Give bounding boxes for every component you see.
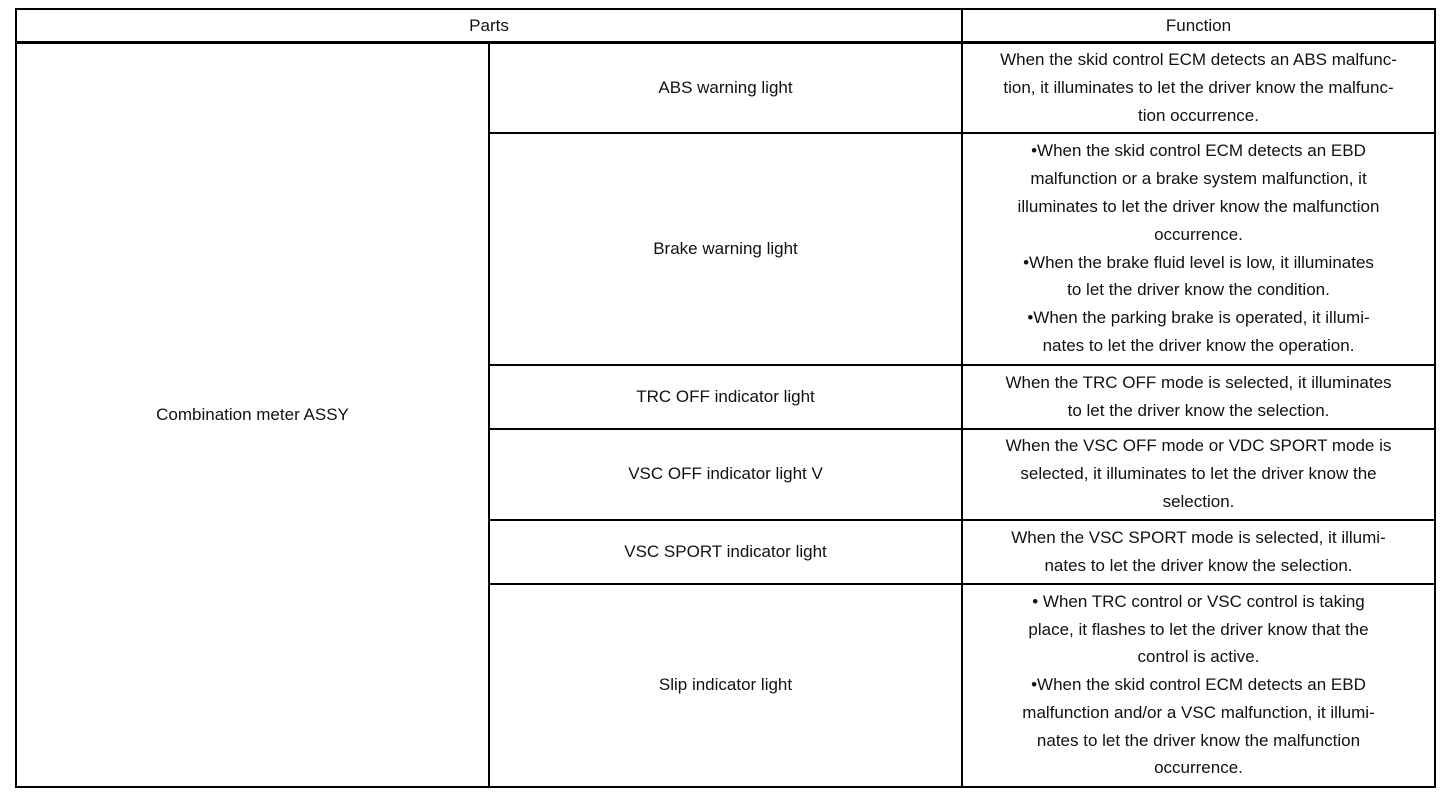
- part-cell: VSC SPORT indicator light: [489, 520, 962, 584]
- table-header-row: [16, 9, 1435, 43]
- function-line: tion, it illuminates to let the driver know the malfunc-: [1003, 77, 1394, 97]
- function-line: selected, it illuminates to let the driver know the: [1020, 464, 1377, 484]
- function-line: nates to let the driver know the operation.: [1042, 335, 1355, 355]
- function-line: • When TRC control or VSC control is taking: [1032, 591, 1365, 611]
- function-line: •When the brake fluid level is low, it illuminates: [1023, 252, 1374, 272]
- parts-function-table-container: [15, 8, 1434, 788]
- function-line: to let the driver know the condition.: [1067, 280, 1330, 300]
- function-line: selection.: [1162, 491, 1235, 511]
- function-line: place, it flashes to let the driver know that the: [1028, 619, 1369, 639]
- function-cell: [962, 43, 1435, 133]
- part-cell: ABS warning light: [489, 43, 962, 133]
- function-cell: [962, 365, 1435, 429]
- function-cell: [962, 429, 1435, 520]
- function-line: When the skid control ECM detects an ABS malfunc-: [1000, 50, 1397, 70]
- function-line: illuminates to let the driver know the malfunction: [1017, 196, 1380, 216]
- table-row: [16, 43, 1435, 133]
- parts-function-table: [15, 8, 1436, 788]
- function-line: control is active.: [1137, 647, 1260, 667]
- function-cell: [962, 133, 1435, 365]
- function-line: When the TRC OFF mode is selected, it illuminates: [1005, 372, 1392, 392]
- function-line: When the VSC SPORT mode is selected, it illumi-: [1011, 527, 1386, 547]
- function-line: malfunction or a brake system malfunction, it: [1030, 169, 1367, 189]
- parts-column-header: Parts: [16, 9, 962, 43]
- function-line: •When the parking brake is operated, it illumi-: [1027, 308, 1370, 328]
- function-line: malfunction and/or a VSC malfunction, it illumi-: [1022, 702, 1375, 722]
- function-line: •When the skid control ECM detects an EBD: [1031, 675, 1366, 695]
- function-line: tion occurrence.: [1138, 105, 1259, 125]
- part-cell: TRC OFF indicator light: [489, 365, 962, 429]
- function-cell: [962, 584, 1435, 787]
- part-cell: Slip indicator light: [489, 584, 962, 787]
- function-cell: [962, 520, 1435, 584]
- function-line: nates to let the driver know the malfunction: [1036, 730, 1361, 750]
- function-line: When the VSC OFF mode or VDC SPORT mode is: [1005, 436, 1392, 456]
- part-cell: VSC OFF indicator light V: [489, 429, 962, 520]
- function-line: occurrence.: [1154, 224, 1243, 244]
- function-line: nates to let the driver know the selection.: [1044, 555, 1353, 575]
- function-column-header: Function: [962, 9, 1435, 43]
- function-line: occurrence.: [1154, 758, 1243, 778]
- group-label-cell: Combination meter ASSY: [16, 43, 489, 787]
- function-line: •When the skid control ECM detects an EBD: [1031, 141, 1366, 161]
- function-line: to let the driver know the selection.: [1067, 400, 1330, 420]
- part-cell: Brake warning light: [489, 133, 962, 365]
